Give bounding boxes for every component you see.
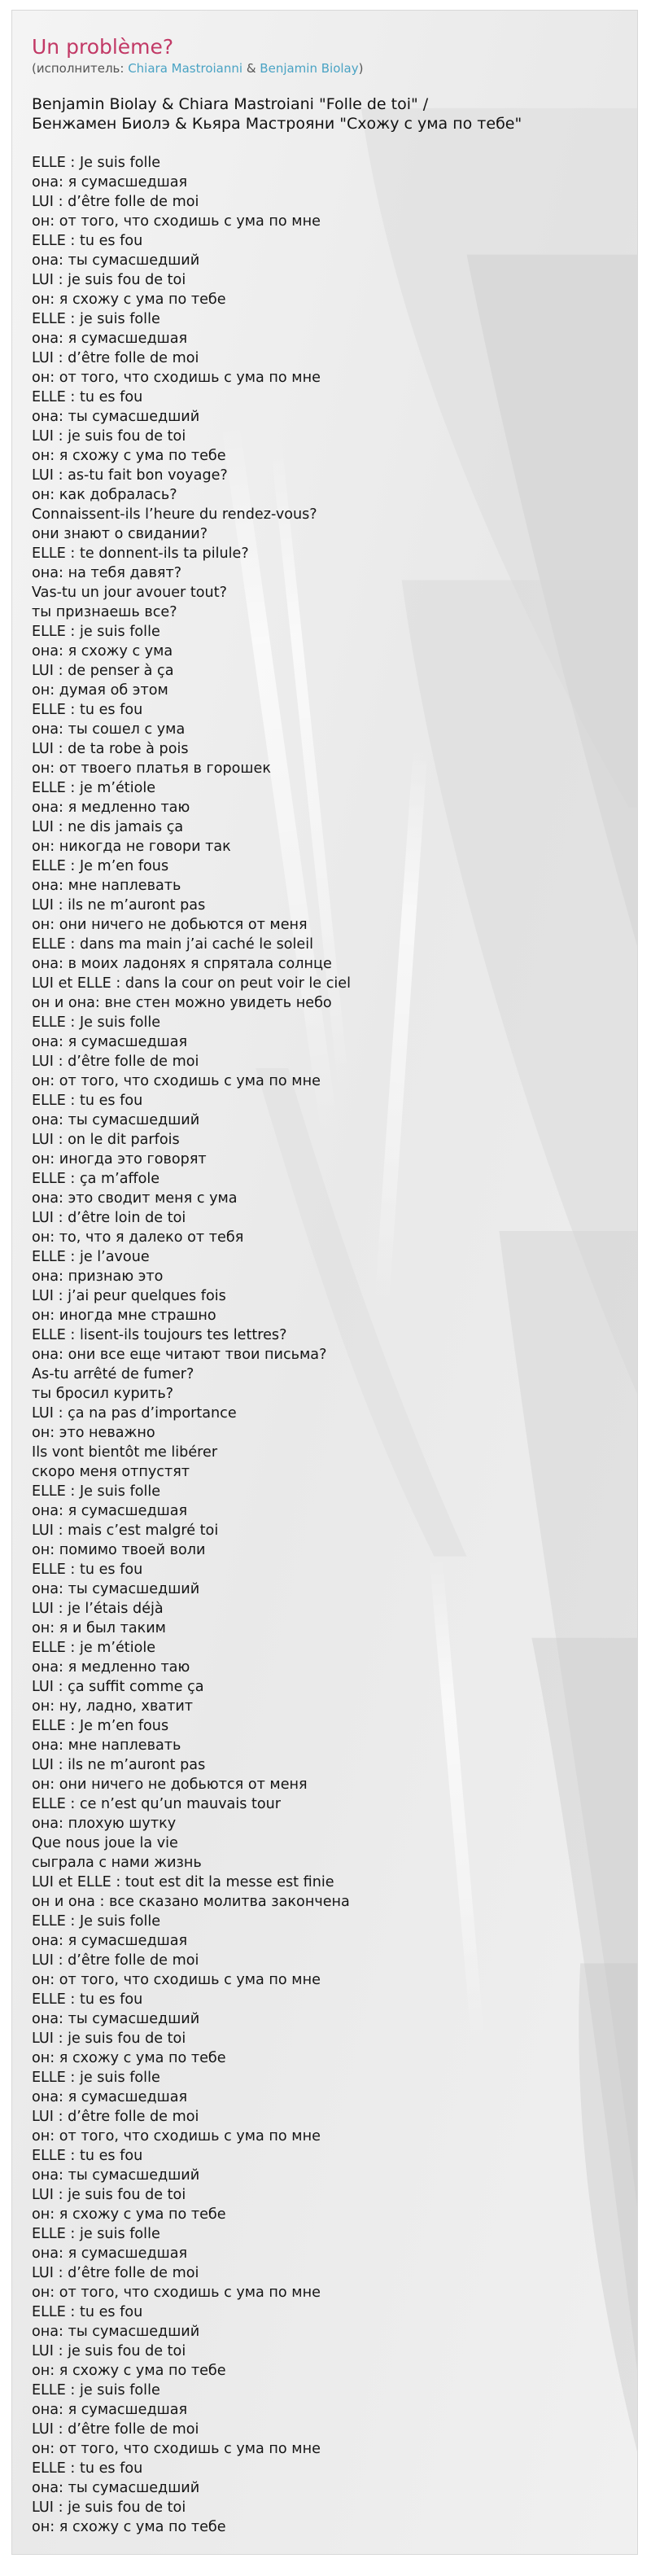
lyric-line: ELLE : tu es fou [32, 2148, 143, 2164]
lyric-line: она: признаю это [32, 1268, 164, 1285]
lyric-line: она: в моих ладонях я спрятала солнце [32, 956, 332, 972]
lyric-line: LUI : ça na pas d’importance [32, 1405, 237, 1422]
lyric-line: ELLE : tu es fou [32, 1093, 143, 1109]
lyric-line: ELLE : tu es fou [32, 1562, 143, 1578]
lyric-line: он и она: вне стен можно увидеть небо [32, 995, 332, 1011]
lyric-line: LUI : ils ne m’auront pas [32, 1757, 206, 1773]
lyric-line: он: я схожу с ума по тебе [32, 448, 226, 464]
lyric-line: она: ты сумасшедший [32, 2011, 200, 2027]
lyric-line: он и она : все сказано молитва закончена [32, 1894, 350, 1910]
lyric-line: ты бросил курить? [32, 1386, 174, 1402]
lyric-line: LUI : je suis fou de toi [32, 2499, 186, 2516]
lyric-line: он: это неважно [32, 1425, 155, 1441]
lyric-line: ELLE : je suis folle [32, 624, 160, 640]
lyric-line: он: думая об этом [32, 682, 168, 699]
lyric-line: он: я схожу с ума по тебе [32, 2206, 226, 2223]
lyric-line: LUI : d’être folle de moi [32, 1952, 199, 1969]
lyric-line: LUI : j’ai peur quelques fois [32, 1288, 226, 1304]
lyric-line: она: ты сумасшедший [32, 1581, 200, 1597]
lyric-line: он: от того, что сходишь с ума по мне [32, 213, 321, 230]
lyric-line: она: я схожу с ума [32, 643, 173, 659]
lyric-line: LUI : ça suffit comme ça [32, 1679, 204, 1695]
lyric-line: они знают о свидании? [32, 526, 208, 542]
lyric-line: она: я сумасшедшая [32, 1503, 188, 1519]
lyric-line: она: я сумасшедшая [32, 1034, 188, 1050]
lyric-line: ELLE : tu es fou [32, 2460, 143, 2477]
lyric-line: ELLE : tu es fou [32, 2304, 143, 2320]
lyric-line: она: ты сумасшедший [32, 2480, 200, 2496]
lyric-line: ELLE : je m’étiole [32, 780, 156, 796]
lyric-line: скоро меня отпустят [32, 1464, 190, 1480]
lyric-line: ELLE : je m’étiole [32, 1640, 156, 1656]
lyric-line: ELLE : dans ma main j’ai caché le soleil [32, 936, 314, 953]
lyric-line: ELLE : Je suis folle [32, 1483, 161, 1500]
lyric-line: LUI : je suis fou de toi [32, 2343, 186, 2359]
lyric-line: ELLE : Je suis folle [32, 155, 161, 171]
lyric-line: он: иногда мне страшно [32, 1308, 216, 1324]
lyric-line: она: я сумасшедшая [32, 2245, 188, 2262]
lyric-line: он: я схожу с ума по тебе [32, 2519, 226, 2535]
lyric-line: она: на тебя давят? [32, 565, 182, 581]
lyric-line: ELLE : je suis folle [32, 2226, 160, 2242]
lyric-line: ELLE : je suis folle [32, 2070, 160, 2086]
lyric-line: она: мне наплевать [32, 1737, 181, 1754]
lyric-line: она: ты сошел с ума [32, 721, 186, 738]
lyric-line: он: я схожу с ума по тебе [32, 2363, 226, 2379]
lyric-line: он: я схожу с ума по тебе [32, 291, 226, 308]
lyric-line: As-tu arrêté de fumer? [32, 1366, 194, 1382]
lyric-line: LUI : d’être loin de toi [32, 1210, 186, 1226]
lyric-line: она: я сумасшедшая [32, 1933, 188, 1949]
lyric-line: LUI : d’être folle de moi [32, 194, 199, 210]
lyric-line: LUI : ne dis jamais ça [32, 819, 184, 835]
lyric-line: она: я сумасшедшая [32, 2089, 188, 2105]
lyric-line: он: то, что я далеко от тебя [32, 1229, 244, 1246]
lyric-line: LUI : je suis fou de toi [32, 2187, 186, 2203]
lyric-line: ELLE : ça m’affole [32, 1171, 160, 1187]
lyric-line: Connaissent-ils l’heure du rendez-vous? [32, 506, 317, 523]
lyric-line: ELLE : Je m’en fous [32, 858, 169, 874]
lyric-line: она: я сумасшедшая [32, 331, 188, 347]
lyrics-card [11, 10, 638, 2555]
lyric-line: он: никогда не говори так [32, 839, 231, 855]
lyric-line: она: ты сумасшедший [32, 2324, 200, 2340]
page-title: Un problème? [32, 35, 174, 59]
lyric-line: ELLE : ce n’est qu’un mauvais tour [32, 1796, 282, 1812]
lyric-line: он: я схожу с ума по тебе [32, 2050, 226, 2066]
lyric-line: LUI : d’être folle de moi [32, 1054, 199, 1070]
song-title [32, 94, 618, 134]
lyric-line: LUI : d’être folle de moi [32, 2109, 199, 2125]
lyric-line: она: я сумасшедшая [32, 174, 188, 191]
lyric-line: ELLE : Je m’en fous [32, 1718, 169, 1734]
lyric-line: он: помимо твоей воли [32, 1542, 206, 1558]
lyric-line: LUI et ELLE : tout est dit la messe est finie [32, 1874, 334, 1890]
lyric-line: LUI : de penser à ça [32, 663, 174, 679]
lyric-line: она: ты сумасшедший [32, 2167, 200, 2184]
lyric-line: LUI : je l’étais déjà [32, 1601, 164, 1617]
lyric-line: LUI : de ta robe à pois [32, 741, 189, 757]
lyric-line: он: от того, что сходишь с ума по мне [32, 1073, 321, 1089]
lyric-line: он: от того, что сходишь с ума по мне [32, 1972, 321, 1988]
lyric-line: Que nous joue la vie [32, 1835, 178, 1851]
lyric-line: ELLE : Je suis folle [32, 1913, 161, 1930]
song-title-russian: Бенжамен Биолэ & Кьяра Мастрояни "Схожу с ума по тебе" [32, 115, 522, 133]
lyric-line: она: я медленно таю [32, 800, 190, 816]
performer-link-benjamin[interactable]: Benjamin Biolay [260, 61, 359, 76]
lyric-line: LUI : je suis fou de toi [32, 272, 186, 288]
lyric-line: он: иногда это говорят [32, 1151, 207, 1168]
lyric-line: он: как добралась? [32, 487, 177, 503]
lyric-line: она: плохую шутку [32, 1816, 177, 1832]
performer-suffix: ) [358, 61, 364, 76]
lyric-line: он: ну, ладно, хватит [32, 1698, 194, 1715]
lyric-line: он: они ничего не добьются от меня [32, 1776, 308, 1793]
performer-prefix: (исполнитель: [32, 61, 129, 76]
lyric-line: ELLE : tu es fou [32, 702, 143, 718]
lyric-line: она: ты сумасшедший [32, 252, 200, 269]
lyric-line: LUI : je suis fou de toi [32, 2031, 186, 2047]
lyric-line: LUI : as-tu fait bon voyage? [32, 467, 228, 484]
lyric-line: ELLE : tu es fou [32, 389, 143, 405]
lyric-line: ELLE : tu es fou [32, 233, 143, 249]
performer-link-chiara[interactable]: Chiara Mastroianni [128, 61, 243, 76]
lyric-line: он: они ничего не добьются от меня [32, 917, 308, 933]
lyric-line: он: от того, что сходишь с ума по мне [32, 2128, 321, 2144]
content-area [12, 11, 637, 2537]
lyric-line: LUI : on le dit parfois [32, 1132, 180, 1148]
lyric-line: ELLE : je suis folle [32, 311, 160, 327]
lyric-line: ELLE : je suis folle [32, 2382, 160, 2399]
song-title-french: Benjamin Biolay & Chiara Mastroiani "Folle de toi" / [32, 95, 429, 113]
lyric-line: она: они все еще читают твои письма? [32, 1347, 327, 1363]
lyric-line: она: ты сумасшедший [32, 409, 200, 425]
lyric-line: ELLE : Je suis folle [32, 1014, 161, 1031]
lyric-line: ELLE : tu es fou [32, 1991, 143, 2008]
performer-separator: & [242, 61, 260, 76]
lyric-line: LUI : d’être folle de moi [32, 350, 199, 366]
performer-line [32, 60, 618, 77]
lyric-line: LUI : je suis fou de toi [32, 428, 186, 445]
lyric-line: ELLE : te donnent-ils ta pilule? [32, 545, 249, 562]
lyric-line: он: от того, что сходишь с ума по мне [32, 370, 321, 386]
lyric-line: она: ты сумасшедший [32, 1112, 200, 1128]
lyric-line: Vas-tu un jour avouer tout? [32, 585, 227, 601]
lyric-line: он: от того, что сходишь с ума по мне [32, 2441, 321, 2457]
lyric-line: он: от того, что сходишь с ума по мне [32, 2285, 321, 2301]
lyric-line: она: я сумасшедшая [32, 2402, 188, 2418]
lyric-line: LUI : ils ne m’auront pas [32, 897, 206, 913]
lyric-line: ELLE : lisent-ils toujours tes lettres? [32, 1327, 287, 1343]
lyric-line: ты признаешь все? [32, 604, 177, 620]
lyric-line: она: я медленно таю [32, 1659, 190, 1676]
lyric-line: она: это сводит меня с ума [32, 1190, 238, 1207]
lyric-line: он: я и был таким [32, 1620, 166, 1636]
lyric-line: сыграла с нами жизнь [32, 1855, 202, 1871]
lyric-line: Ils vont bientôt me libérer [32, 1444, 218, 1461]
lyric-line: LUI : d’être folle de moi [32, 2421, 199, 2438]
lyrics-body [32, 153, 618, 2537]
lyric-line: она: мне наплевать [32, 878, 181, 894]
lyric-line: он: от твоего платья в горошек [32, 760, 271, 777]
lyric-line: LUI : d’être folle de moi [32, 2265, 199, 2281]
lyric-line: LUI et ELLE : dans la cour on peut voir le ciel [32, 975, 351, 992]
lyric-line: ELLE : je l’avoue [32, 1249, 150, 1265]
lyric-line: LUI : mais c’est malgré toi [32, 1522, 219, 1539]
